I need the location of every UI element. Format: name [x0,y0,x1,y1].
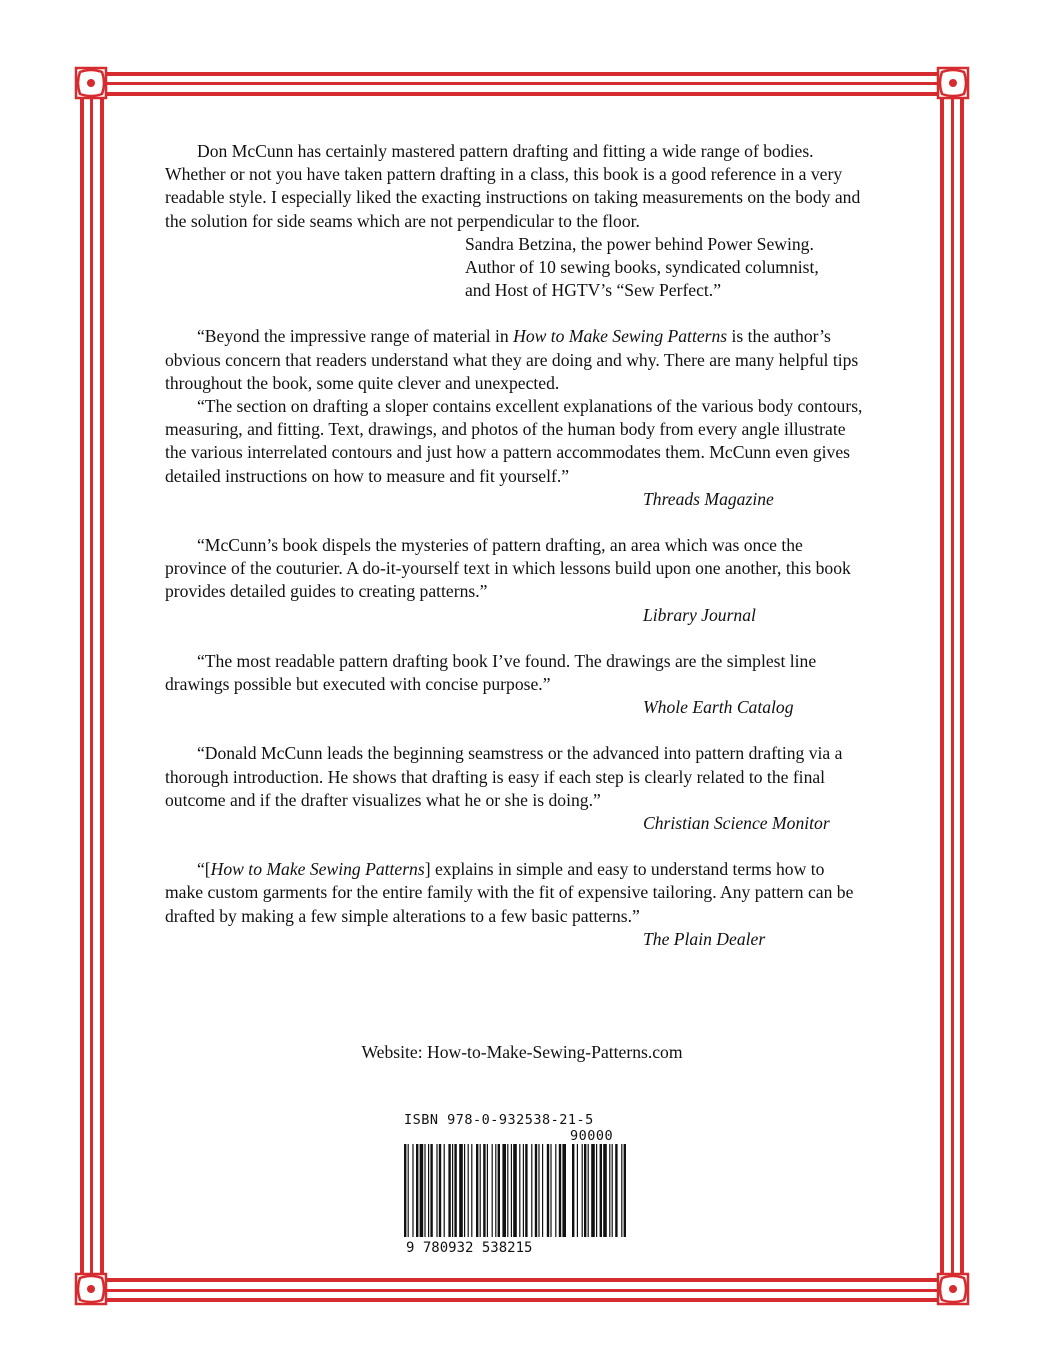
barcode-addon-bar [572,1144,574,1252]
barcode-addon-bar [624,1144,626,1252]
barcode-bar [542,1144,543,1244]
frame-corner-ornament-icon [934,1270,972,1308]
barcode-bar [412,1144,413,1244]
barcode-addon-bar [609,1144,610,1252]
review-source: The Plain Dealer [643,928,766,949]
book-title: How to Make Sewing Patterns [210,859,425,880]
barcode-bar [535,1144,537,1244]
barcode-bar [531,1144,532,1244]
review-text: “McCunn’s book dispels the mysteries of pattern drafting, an area which was once the province of the couturier. A do-it-yourself text in which lessons build upon one another, this book provides detailed guides to creating patterns.” [165,535,851,602]
barcode-bar [513,1144,517,1244]
barcode-bar [538,1144,539,1244]
barcode-bar [471,1144,472,1244]
barcode-bar [424,1144,425,1244]
barcode-bar [408,1144,409,1244]
barcode-addon-bar [621,1144,622,1252]
review-text: “The most readable pattern drafting book I’ve found. The drawings are the simplest line drawings possible but executed with concise purpose.” [165,650,817,695]
barcode-bar [420,1144,424,1244]
review-source: Library Journal [643,604,756,625]
barcode-addon-bar [612,1144,613,1252]
barcode-bar [480,1144,481,1244]
barcode-addon-bar [577,1144,578,1252]
barcode-bar [468,1144,469,1244]
review-source: Threads Magazine [643,488,774,509]
frame-corner-ornament-icon [72,64,110,102]
reviews-section [165,140,865,951]
review-source: Whole Earth Catalog [643,697,794,718]
barcode-addon-bar [596,1144,597,1252]
barcode-bar [476,1144,478,1244]
review-christian-science [165,742,865,835]
barcode-bar [511,1144,512,1244]
barcode-addon-bar [588,1144,589,1252]
barcode-bar [444,1144,445,1244]
barcode-bar [555,1144,556,1244]
isbn-label: ISBN 978-0-932538-21-5 [404,1112,594,1128]
barcode-bar [404,1144,406,1244]
attribution-line: Author of 10 sewing books, syndicated columnist, [465,257,819,278]
barcode-bar [448,1144,450,1244]
review-betzina [165,140,865,302]
review-plain-dealer [165,858,865,951]
review-text: “Donald McCunn leads the beginning seamstress or the advanced into pattern drafting via a thorough introduction. He shows that drafting is easy if each step is clearly related to the final outcome and if the drafter visualizes what he or she is doing.” [165,743,843,810]
barcode-bar [523,1144,524,1244]
review-library-journal [165,534,865,627]
frame-corner-ornament-icon [934,64,972,102]
review-text: “[How to Make Sewing Patterns] explains in simple and easy to understand terms how to make custom garments for the entire family with the fit of expensive tailoring. Any pattern can be drafted by making a few simple alterations to a few basic patterns.” [165,859,854,926]
book-title: How to Make Sewing Patterns [513,326,728,347]
barcode-bar [430,1144,432,1244]
barcode-bar [519,1144,520,1244]
attribution-line: Sandra Betzina, the power behind Power Sewing. [465,233,814,254]
barcode-bar [454,1144,456,1244]
price-code: 90000 [570,1128,614,1144]
barcode-bar [459,1144,463,1244]
attribution-line: and Host of HGTV’s “Sew Perfect.” [465,280,722,301]
review-threads [165,325,865,511]
barcode-bar [547,1144,549,1244]
barcode-bar [492,1144,493,1244]
barcode-bar [495,1144,496,1244]
review-source: Christian Science Monitor [643,813,830,834]
barcode-bar [428,1144,429,1244]
barcode-bar [483,1144,485,1244]
review-text: Don McCunn has certainly mastered pattern drafting and fitting a wide range of bodies. Whether or not you have taken pattern drafting in a class, this book is a good reference in a very readable style. I especially liked the exacting instructions on taking measurements on the body and the solution for side seams which are not perpendicular to the floor. [165,141,861,231]
website-line: Website: How-to-Make-Sewing-Patterns.com [361,1042,683,1062]
barcode-bar [452,1144,453,1244]
barcode-bar [562,1144,566,1244]
barcode-bar [464,1144,465,1244]
barcode-bar [498,1144,500,1244]
review-text: “The section on drafting a sloper contains excellent explanations of the various body contours, measuring, and fitting. Text, drawings, and photos of the human body from every angle illustrate the various interrelated contours and just how a pattern accommodates them. McCunn even gives detailed instructions on how to measure and fit yourself.” [165,396,863,486]
barcode-addon-bar [600,1144,602,1252]
barcode-addon-bar [615,1144,617,1252]
barcode-bar [559,1144,561,1244]
barcode-bar [550,1144,551,1244]
barcode-bar [416,1144,418,1244]
barcode-addon-bar [582,1144,583,1252]
barcode-bar [525,1144,527,1244]
review-attribution [165,233,865,303]
review-text: “Beyond the impressive range of material in How to Make Sewing Patterns is the author’s obvious concern that readers understand what they are doing and why. There are many helpful tips throughout the book, some quite clever and unexpected. [165,326,859,393]
barcode-addon-bar [603,1144,607,1252]
barcode-bar [507,1144,508,1244]
barcode-addon-bar [591,1144,595,1252]
barcode-digit-text: 9 780932 538215 [406,1240,533,1255]
barcode-addon-bar [584,1144,586,1252]
barcode-bar [487,1144,488,1244]
frame-corner-ornament-icon [72,1270,110,1308]
review-whole-earth [165,650,865,720]
barcode-digits [404,1237,626,1255]
barcode-bar [502,1144,506,1244]
barcode-bar [436,1144,437,1244]
isbn-barcode [404,1112,626,1254]
barcode-bar [439,1144,441,1244]
